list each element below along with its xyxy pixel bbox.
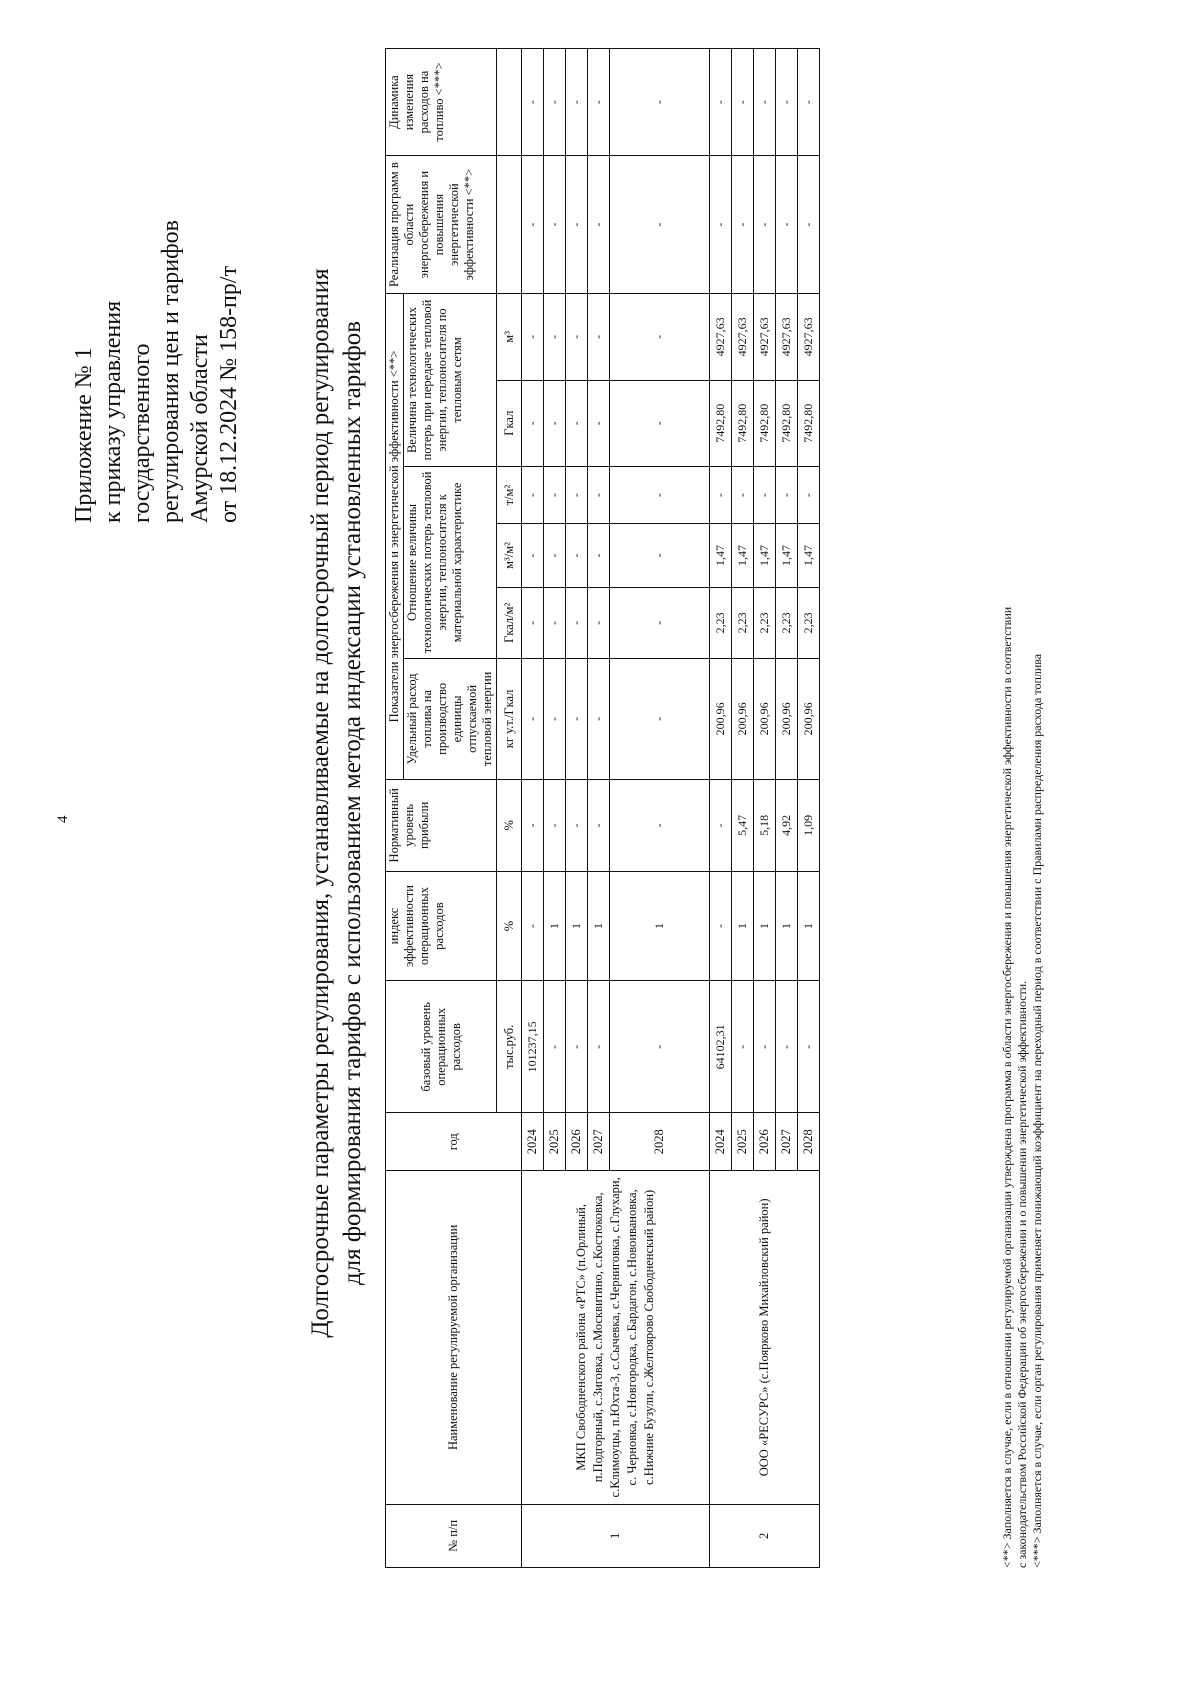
unit-dynamics bbox=[497, 49, 522, 156]
cell-loss-gcal: 7492,80 bbox=[798, 380, 820, 466]
cell-dynamics: - bbox=[754, 49, 776, 156]
footnote-1-line-2: с законодательством Российской Федерации об энергосбережении и о повышении энергетической эффективности. bbox=[1015, 980, 1029, 1568]
cell-profit: - bbox=[710, 779, 732, 871]
cell-loss-m3: - bbox=[588, 294, 610, 380]
header-year: год bbox=[386, 1113, 522, 1171]
cell-dynamics: - bbox=[798, 49, 820, 156]
cell-ratio-m3: 1,47 bbox=[798, 524, 820, 587]
cell-index: 1 bbox=[610, 871, 710, 980]
footnote-2: <***> Заполняется в случае, если орган регулирования применяет понижающий коэффициент на переходный период в соответствии с Правилами распределения расхода топлива bbox=[1030, 653, 1044, 1568]
unit-fuel: кг у.т./Гкал bbox=[497, 658, 522, 779]
cell-ratio-t: - bbox=[588, 466, 610, 524]
title-line-2: для формирования тарифов с использованием метода индексации установленных тарифов bbox=[339, 320, 366, 1286]
header-num: № п/п bbox=[386, 1504, 522, 1567]
cell-index: 1 bbox=[798, 871, 820, 980]
unit-ratio-t: т/м² bbox=[497, 466, 522, 524]
cell-ratio-gcal: 2,23 bbox=[710, 587, 732, 658]
cell-dynamics: - bbox=[732, 49, 754, 156]
cell-fuel: 200,96 bbox=[732, 658, 754, 779]
cell-programs: - bbox=[566, 156, 588, 294]
table-row bbox=[710, 49, 732, 1568]
cell-fuel: - bbox=[544, 658, 566, 779]
org-number: 1 bbox=[522, 1504, 710, 1567]
cell-loss-gcal: - bbox=[566, 380, 588, 466]
cell-programs: - bbox=[776, 156, 798, 294]
appendix-block bbox=[70, 93, 244, 523]
cell-loss-gcal: - bbox=[522, 380, 544, 466]
cell-dynamics: - bbox=[522, 49, 544, 156]
cell-ratio-t: - bbox=[776, 466, 798, 524]
cell-loss-gcal: - bbox=[610, 380, 710, 466]
appendix-line: от 18.12.2024 № 158-пр/т bbox=[216, 265, 242, 523]
org-name: ООО «РЕСУРС» (с.Поярково Михайловский район) bbox=[710, 1171, 820, 1505]
cell-loss-m3: 4927,63 bbox=[776, 294, 798, 380]
cell-profit: - bbox=[544, 779, 566, 871]
cell-dynamics: - bbox=[566, 49, 588, 156]
cell-index: 1 bbox=[544, 871, 566, 980]
cell-profit: 1,09 bbox=[798, 779, 820, 871]
cell-fuel: - bbox=[566, 658, 588, 779]
appendix-line: Амурской области bbox=[187, 334, 213, 523]
cell-programs: - bbox=[610, 156, 710, 294]
footnote-1 bbox=[1000, 28, 1030, 1568]
cell-loss-gcal: 7492,80 bbox=[710, 380, 732, 466]
cell-ratio-gcal: 2,23 bbox=[776, 587, 798, 658]
unit-index: % bbox=[497, 871, 522, 980]
cell-loss-gcal: 7492,80 bbox=[776, 380, 798, 466]
page-number: 4 bbox=[55, 815, 71, 823]
cell-profit: - bbox=[610, 779, 710, 871]
cell-ratio-gcal: - bbox=[610, 587, 710, 658]
cell-loss-gcal: 7492,80 bbox=[754, 380, 776, 466]
cell-programs: - bbox=[710, 156, 732, 294]
cell-base: - bbox=[610, 981, 710, 1113]
cell-index: 1 bbox=[776, 871, 798, 980]
footnote-1-line-1: <**> Заполняется в случае, если в отношении регулируемой организации утверждена программа в области энергосбережения и повышения энергетической эффективности в соответствии bbox=[1000, 606, 1014, 1568]
header-row-1 bbox=[386, 49, 404, 1568]
header-efficiency-index: индекс эффективности операционных расходов bbox=[386, 871, 497, 980]
cell-index: 1 bbox=[732, 871, 754, 980]
appendix-line: к приказу управления bbox=[100, 300, 126, 523]
year-cell: 2025 bbox=[732, 1113, 754, 1171]
cell-fuel: 200,96 bbox=[710, 658, 732, 779]
cell-ratio-t: - bbox=[798, 466, 820, 524]
cell-base: - bbox=[754, 981, 776, 1113]
cell-profit: - bbox=[566, 779, 588, 871]
cell-dynamics: - bbox=[710, 49, 732, 156]
unit-ratio-m3: м³/м² bbox=[497, 524, 522, 587]
cell-profit: 5,18 bbox=[754, 779, 776, 871]
cell-fuel: - bbox=[588, 658, 610, 779]
cell-programs: - bbox=[732, 156, 754, 294]
cell-loss-m3: 4927,63 bbox=[754, 294, 776, 380]
header-technological-losses: Величина технологических потерь при передаче тепловой энергии, теплоносителя по тепловым сетям bbox=[404, 294, 497, 467]
unit-base: тыс.руб. bbox=[497, 981, 522, 1113]
cell-ratio-gcal: - bbox=[544, 587, 566, 658]
cell-base: - bbox=[798, 981, 820, 1113]
cell-ratio-gcal: 2,23 bbox=[732, 587, 754, 658]
cell-ratio-m3: - bbox=[522, 524, 544, 587]
parameters-table bbox=[385, 48, 820, 1568]
cell-profit: - bbox=[588, 779, 610, 871]
year-cell: 2026 bbox=[566, 1113, 588, 1171]
cell-ratio-m3: - bbox=[588, 524, 610, 587]
year-cell: 2024 bbox=[522, 1113, 544, 1171]
cell-loss-m3: - bbox=[544, 294, 566, 380]
org-number: 2 bbox=[710, 1504, 820, 1567]
cell-dynamics: - bbox=[544, 49, 566, 156]
cell-ratio-m3: 1,47 bbox=[754, 524, 776, 587]
unit-loss-m3: м³ bbox=[497, 294, 522, 380]
cell-loss-m3: 4927,63 bbox=[710, 294, 732, 380]
appendix-line: регулирования цен и тарифов bbox=[158, 220, 184, 523]
cell-ratio-t: - bbox=[732, 466, 754, 524]
cell-loss-m3: - bbox=[522, 294, 544, 380]
cell-base: 101237,15 bbox=[522, 981, 544, 1113]
cell-index: - bbox=[710, 871, 732, 980]
header-fuel-dynamics: Динамика изменения расходов на топливо <***> bbox=[386, 49, 497, 156]
cell-ratio-m3: - bbox=[610, 524, 710, 587]
cell-ratio-m3: - bbox=[566, 524, 588, 587]
cell-ratio-gcal: - bbox=[588, 587, 610, 658]
year-cell: 2027 bbox=[588, 1113, 610, 1171]
cell-dynamics: - bbox=[776, 49, 798, 156]
year-cell: 2025 bbox=[544, 1113, 566, 1171]
cell-base: - bbox=[732, 981, 754, 1113]
cell-fuel: 200,96 bbox=[754, 658, 776, 779]
cell-ratio-t: - bbox=[544, 466, 566, 524]
cell-dynamics: - bbox=[610, 49, 710, 156]
cell-fuel: - bbox=[610, 658, 710, 779]
unit-profit: % bbox=[497, 779, 522, 871]
cell-fuel: 200,96 bbox=[798, 658, 820, 779]
cell-profit: 4,92 bbox=[776, 779, 798, 871]
cell-ratio-m3: 1,47 bbox=[710, 524, 732, 587]
cell-programs: - bbox=[544, 156, 566, 294]
document-title bbox=[305, 53, 369, 1553]
year-cell: 2024 bbox=[710, 1113, 732, 1171]
table-body bbox=[522, 49, 820, 1568]
cell-loss-gcal: - bbox=[544, 380, 566, 466]
cell-ratio-m3: 1,47 bbox=[776, 524, 798, 587]
header-org: Наименование регулируемой организации bbox=[386, 1171, 522, 1505]
year-cell: 2027 bbox=[776, 1113, 798, 1171]
appendix-line: Приложение № 1 bbox=[71, 347, 97, 523]
appendix-line: государственного bbox=[129, 343, 155, 523]
cell-ratio-gcal: 2,23 bbox=[754, 587, 776, 658]
header-base-opex: базовый уровень операционных расходов bbox=[386, 981, 497, 1113]
cell-index: 1 bbox=[754, 871, 776, 980]
cell-loss-gcal: 7492,80 bbox=[732, 380, 754, 466]
cell-ratio-gcal: 2,23 bbox=[798, 587, 820, 658]
cell-ratio-m3: - bbox=[544, 524, 566, 587]
cell-programs: - bbox=[798, 156, 820, 294]
year-cell: 2028 bbox=[798, 1113, 820, 1171]
cell-loss-m3: - bbox=[566, 294, 588, 380]
unit-ratio-gcal: Гкал/м² bbox=[497, 587, 522, 658]
table-row bbox=[522, 49, 544, 1568]
header-profit-level: Нормативный уровень прибыли bbox=[386, 779, 497, 871]
cell-dynamics: - bbox=[588, 49, 610, 156]
header-programs: Реализация программ в области энергосбережения и повышения энергетической эффективности <**> bbox=[386, 156, 497, 294]
cell-index: - bbox=[522, 871, 544, 980]
cell-ratio-t: - bbox=[522, 466, 544, 524]
cell-programs: - bbox=[754, 156, 776, 294]
cell-index: 1 bbox=[566, 871, 588, 980]
cell-profit: - bbox=[522, 779, 544, 871]
cell-loss-m3: 4927,63 bbox=[732, 294, 754, 380]
unit-programs bbox=[497, 156, 522, 294]
year-cell: 2028 bbox=[610, 1113, 710, 1171]
cell-base: - bbox=[566, 981, 588, 1113]
cell-ratio-gcal: - bbox=[566, 587, 588, 658]
cell-ratio-t: - bbox=[754, 466, 776, 524]
cell-base: - bbox=[776, 981, 798, 1113]
cell-loss-m3: 4927,63 bbox=[798, 294, 820, 380]
cell-base: - bbox=[544, 981, 566, 1113]
header-fuel-consumption: Удельный расход топлива на производство единицы отпускаемой тепловой энергии bbox=[404, 658, 497, 779]
cell-loss-gcal: - bbox=[588, 380, 610, 466]
cell-ratio-m3: 1,47 bbox=[732, 524, 754, 587]
cell-fuel: 200,96 bbox=[776, 658, 798, 779]
cell-loss-m3: - bbox=[610, 294, 710, 380]
cell-ratio-t: - bbox=[710, 466, 732, 524]
cell-ratio-t: - bbox=[566, 466, 588, 524]
org-name: МКП Свободненского района «РТС» (п.Орлиный, п.Подгорный, с.Зиговка, с.Москвитино, с.Костюковка, с.Климоуцы, п.Юхта-3, с.Сычевка, с.Черниговка, с.Глухари, с. Черновка, с.Новгородка, с.Бардагон, с.Новоивановка, с.Нижние Бузули, с.Желтоярово Свободненский район) bbox=[522, 1171, 710, 1505]
unit-loss-gcal: Гкал bbox=[497, 380, 522, 466]
cell-programs: - bbox=[588, 156, 610, 294]
year-cell: 2026 bbox=[754, 1113, 776, 1171]
cell-index: 1 bbox=[588, 871, 610, 980]
cell-ratio-gcal: - bbox=[522, 587, 544, 658]
cell-base: - bbox=[588, 981, 610, 1113]
cell-profit: 5,47 bbox=[732, 779, 754, 871]
cell-fuel: - bbox=[522, 658, 544, 779]
header-loss-ratio: Отношение величины технологических потерь тепловой энергии, теплоносителя к материальной характеристике bbox=[404, 466, 497, 658]
cell-ratio-t: - bbox=[610, 466, 710, 524]
header-energy-group: Показатели энергосбережения и энергетической эффективности <**> bbox=[386, 294, 404, 780]
cell-base: 64102,31 bbox=[710, 981, 732, 1113]
cell-programs: - bbox=[522, 156, 544, 294]
title-line-1: Долгосрочные параметры регулирования, устанавливаемые на долгосрочный период регулирования bbox=[307, 268, 334, 1338]
